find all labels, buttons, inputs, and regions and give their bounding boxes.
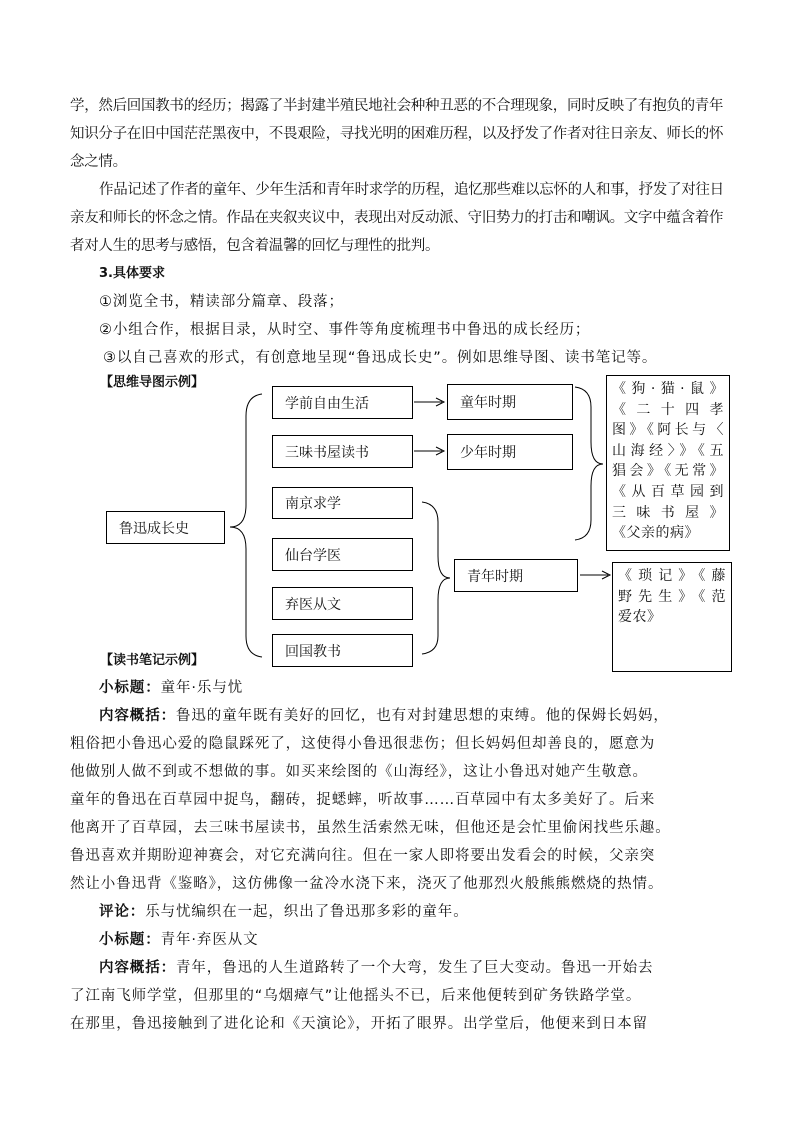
title-label: 小标题： bbox=[99, 932, 161, 948]
text-line: 在那里，鲁迅接触到了进化论和《天演论》，开拓了眼界。出学堂后，他便来到日本留 bbox=[70, 1016, 648, 1032]
text-line: 鲁迅喜欢并期盼迎神赛会，对它充满向往。但在一家人即将要出发看会的时候，父亲突 bbox=[70, 848, 656, 864]
comment-label: 评论： bbox=[99, 904, 146, 920]
note-title: 童年·乐与忧 bbox=[160, 680, 244, 696]
text-line: 童年的鲁迅在百草园中捉鸟，翻砖，捉蟋蟀，听故事……百草园中有太多美好了。后来 bbox=[70, 792, 656, 808]
summary-label: 内容概括： bbox=[99, 960, 176, 976]
period-label: 童年时期 bbox=[460, 395, 516, 411]
stage-label: 弃医从文 bbox=[285, 596, 341, 613]
note-title-line bbox=[99, 674, 243, 702]
period-label: 青年时期 bbox=[467, 568, 523, 585]
mindmap-label: 【思维导图示例】 bbox=[100, 375, 205, 390]
period-node bbox=[447, 434, 573, 470]
stage-node bbox=[272, 487, 413, 519]
works-line: 《父亲的病》 bbox=[612, 525, 699, 542]
note-summary-line bbox=[99, 954, 653, 982]
note-title: 青年·弃医从文 bbox=[160, 932, 259, 948]
stage-label: 回国教书 bbox=[285, 643, 341, 660]
works-early-box bbox=[606, 375, 730, 551]
root-node bbox=[106, 511, 225, 544]
note-summary-line bbox=[99, 702, 669, 730]
works-line: 《二十四孝 bbox=[612, 401, 724, 418]
requirement-item: ②小组合作，根据目录，从时空、事件等角度梳理书中鲁迅的成长经历； bbox=[99, 322, 591, 338]
text-line: 知识分子在旧中国茫茫黑夜中，不畏艰险，寻找光明的困难历程，以及抒发了作者对往日亲友、师长的怀 bbox=[70, 126, 724, 142]
period-node bbox=[454, 559, 578, 592]
stage-label: 学前自由生活 bbox=[285, 395, 369, 412]
stage-label: 三味书屋读书 bbox=[285, 444, 369, 461]
text-line: 学，然后回国教书的经历；揭露了半封建半殖民地社会种种丑恶的不合理现象，同时反映了有抱负的青年 bbox=[70, 98, 724, 114]
stage-label: 仙台学医 bbox=[285, 547, 341, 564]
text-line: 作品记述了作者的童年、少年生活和青年时求学的历程，追忆那些难以忘怀的人和事，抒发了对往日 bbox=[99, 182, 724, 198]
works-youth-box bbox=[612, 562, 732, 672]
note-title-line bbox=[99, 926, 259, 954]
text-line: 青年，鲁迅的人生道路转了一个大弯，发生了巨大变动。鲁迅一开始去 bbox=[176, 960, 654, 976]
works-line: 三味书屋》 bbox=[612, 504, 724, 521]
works-line: 山海经〉》《五 bbox=[612, 442, 724, 459]
works-line: 《琐记》《藤 bbox=[618, 568, 726, 584]
stage-node bbox=[272, 538, 413, 571]
works-line: 猖会》《无常》 bbox=[612, 463, 724, 480]
requirement-item: ①浏览全书，精读部分篇章、段落； bbox=[99, 294, 344, 310]
period-label: 少年时期 bbox=[460, 445, 516, 461]
note-comment-line bbox=[99, 898, 469, 926]
text-line: 亲友和师长的怀念之情。作品在夹叙夹议中，表现出对反动派、守旧势力的打击和嘲讽。文字中蕴含着作 bbox=[70, 210, 724, 226]
text-line: 念之情。 bbox=[70, 154, 127, 170]
stage-node bbox=[272, 587, 413, 620]
works-line: 爱农》 bbox=[618, 609, 662, 626]
requirement-item: ③以自己喜欢的形式，有创意地呈现“鲁迅成长史”。例如思维导图、读书笔记等。 bbox=[103, 350, 658, 366]
text-line: 他离开了百草园，去三味书屋读书，虽然生活索然无味，但他还是会忙里偷闲找些乐趣。 bbox=[70, 820, 671, 836]
text-line: 粗俗把小鲁迅心爱的隐鼠踩死了，这使得小鲁迅很悲伤；但长妈妈但却善良的，愿意为 bbox=[70, 736, 656, 752]
stage-node bbox=[272, 634, 413, 667]
period-node bbox=[447, 384, 573, 420]
stage-node bbox=[272, 386, 413, 419]
works-line: 《狗·猫·鼠》 bbox=[612, 381, 724, 397]
text-line: 他做别人做不到或不想做的事。如买来绘图的《山海经》，这让小鲁迅对她产生敬意。 bbox=[70, 764, 648, 780]
requirements-heading: 3.具体要求 bbox=[99, 266, 165, 281]
works-line: 野先生》《范 bbox=[618, 588, 726, 605]
root-label: 鲁迅成长史 bbox=[119, 520, 189, 537]
comment-text: 乐与忧编织在一起，织出了鲁迅那多彩的童年。 bbox=[145, 904, 469, 920]
text-line: 者对人生的思考与感悟，包含着温馨的回忆与理性的批判。 bbox=[70, 238, 440, 254]
summary-label: 内容概括： bbox=[99, 708, 176, 724]
stage-label: 南京求学 bbox=[285, 496, 341, 512]
notes-label: 【读书笔记示例】 bbox=[100, 653, 205, 668]
text-line: 鲁迅的童年既有美好的回忆，也有对封建思想的束缚。他的保姆长妈妈， bbox=[176, 708, 669, 724]
title-label: 小标题： bbox=[99, 680, 161, 696]
text-line: 了江南飞师学堂，但那里的“乌烟瘴气”让他摇头不已，后来他便转到矿务铁路学堂。 bbox=[70, 988, 642, 1004]
text-line: 然让小鲁迅背《鉴略》，这仿佛像一盆冷水浇下来，浇灭了他那烈火般熊熊燃烧的热情。 bbox=[70, 876, 664, 892]
works-line: 《从百草园到 bbox=[612, 483, 724, 500]
stage-node bbox=[272, 435, 413, 468]
works-line: 图》《阿长与〈 bbox=[612, 422, 724, 439]
